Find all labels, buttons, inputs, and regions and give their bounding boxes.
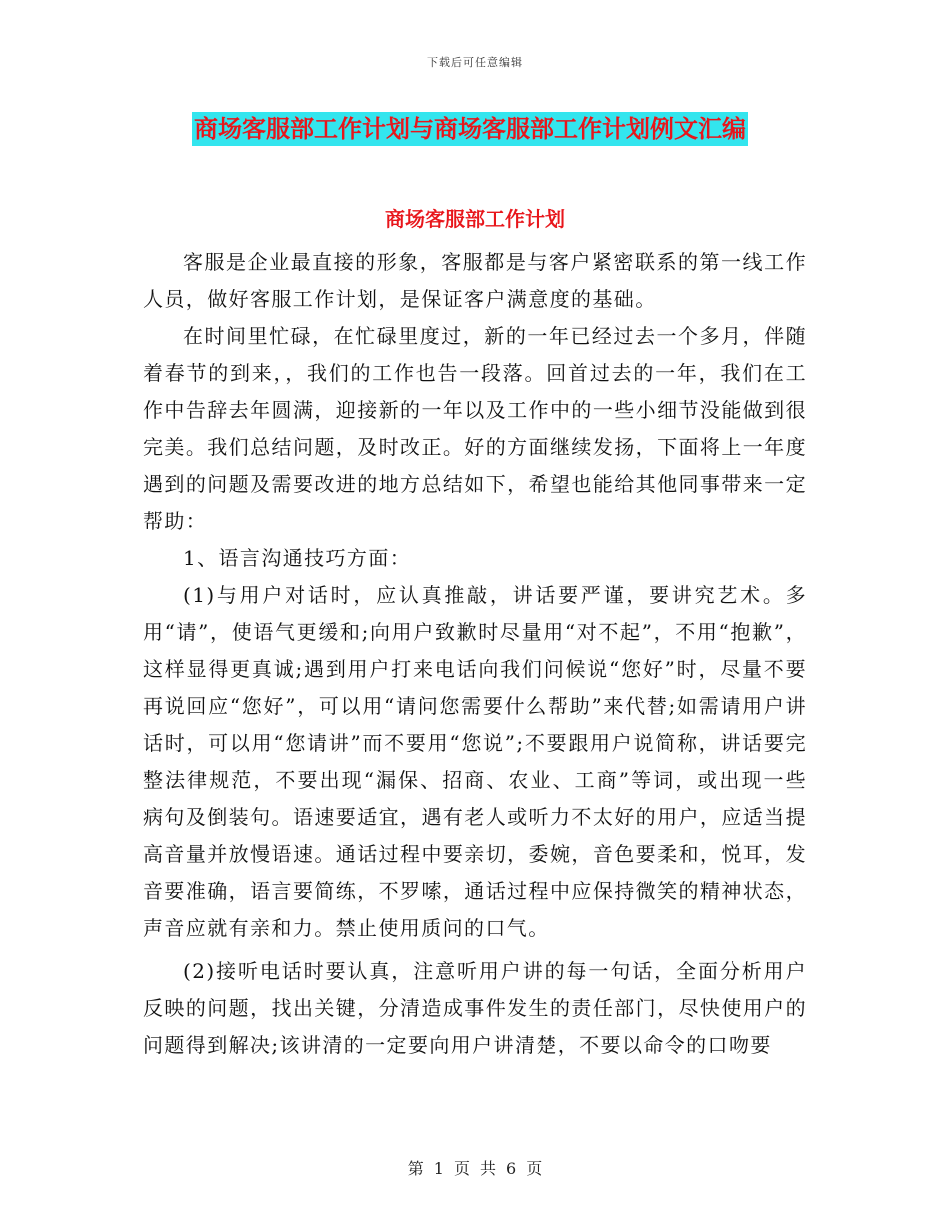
footer-prefix: 第: [407, 1159, 424, 1178]
paragraph: 客服是企业最直接的形象，客服都是与客户紧密联系的第一线工作人员，做好客服工作计划，是保证客户满意度的基础。: [143, 250, 807, 311]
footer-page-label: 页: [453, 1159, 470, 1178]
paragraph: 在时间里忙碌，在忙碌里度过，新的一年已经过去一个多月，伴随着春节的到来，，我们的工作也告一段落。回首过去的一年，我们在工作中告辞去年圆满，迎接新的一年以及工作中的一些小细节没能做到很完美。我们总结问题，及时改正。好的方面继续发扬，下面将上一年度遇到的问题及需要改进的地方总结如下，希望也能给其他同事带来一定帮助：: [143, 324, 807, 533]
document-body: [143, 244, 807, 1064]
footer-page-number: 1: [433, 1159, 444, 1178]
page-footer: [0, 1156, 950, 1179]
footer-total-label: 共: [480, 1159, 497, 1178]
paragraph: (1)与用户对话时，应认真推敲，讲话要严谨，要讲究艺术。多用“请”，使语气更缓和;向用户致歉时尽量用“对不起”，不用“抱歉”，这样显得更真诚;遇到用户打来电话向我们问候说“您好”时，尽量不要再说回应“您好”，可以用“请问您需要什么帮助”来代替;如需请用户讲话时，可以用“您请讲”而不要用“您说”;不要跟用户说简称，讲话要完整法律规范，不要出现“漏保、招商、农业、工商”等词，或出现一些病句及倒装句。语速要适宜，遇有老人或听力不太好的用户，应适当提高音量并放慢语速。通话过程中要亲切，委婉，音色要柔和，悦耳，发音要准确，语言要简练，不罗嗦，通话过程中应保持微笑的精神状态，声音应就有亲和力。禁止使用质问的口气。: [143, 583, 807, 940]
footer-suffix: 页: [526, 1159, 543, 1178]
paragraph: (2)接听电话时要认真，注意听用户讲的每一句话，全面分析用户反映的问题，找出关键，分清造成事件发生的责任部门，尽快使用户的问题得到解决;该讲清的一定要向用户讲清楚，不要以命令的口吻要: [143, 959, 807, 1057]
header-note: 下载后可任意编辑: [427, 56, 523, 69]
paragraph: 1、语言沟通技巧方面：: [183, 546, 412, 570]
section-title: 商场客服部工作计划: [385, 207, 565, 231]
footer-total-pages: 6: [506, 1159, 517, 1178]
document-title: 商场客服部工作计划与商场客服部工作计划例文汇编: [192, 112, 748, 146]
